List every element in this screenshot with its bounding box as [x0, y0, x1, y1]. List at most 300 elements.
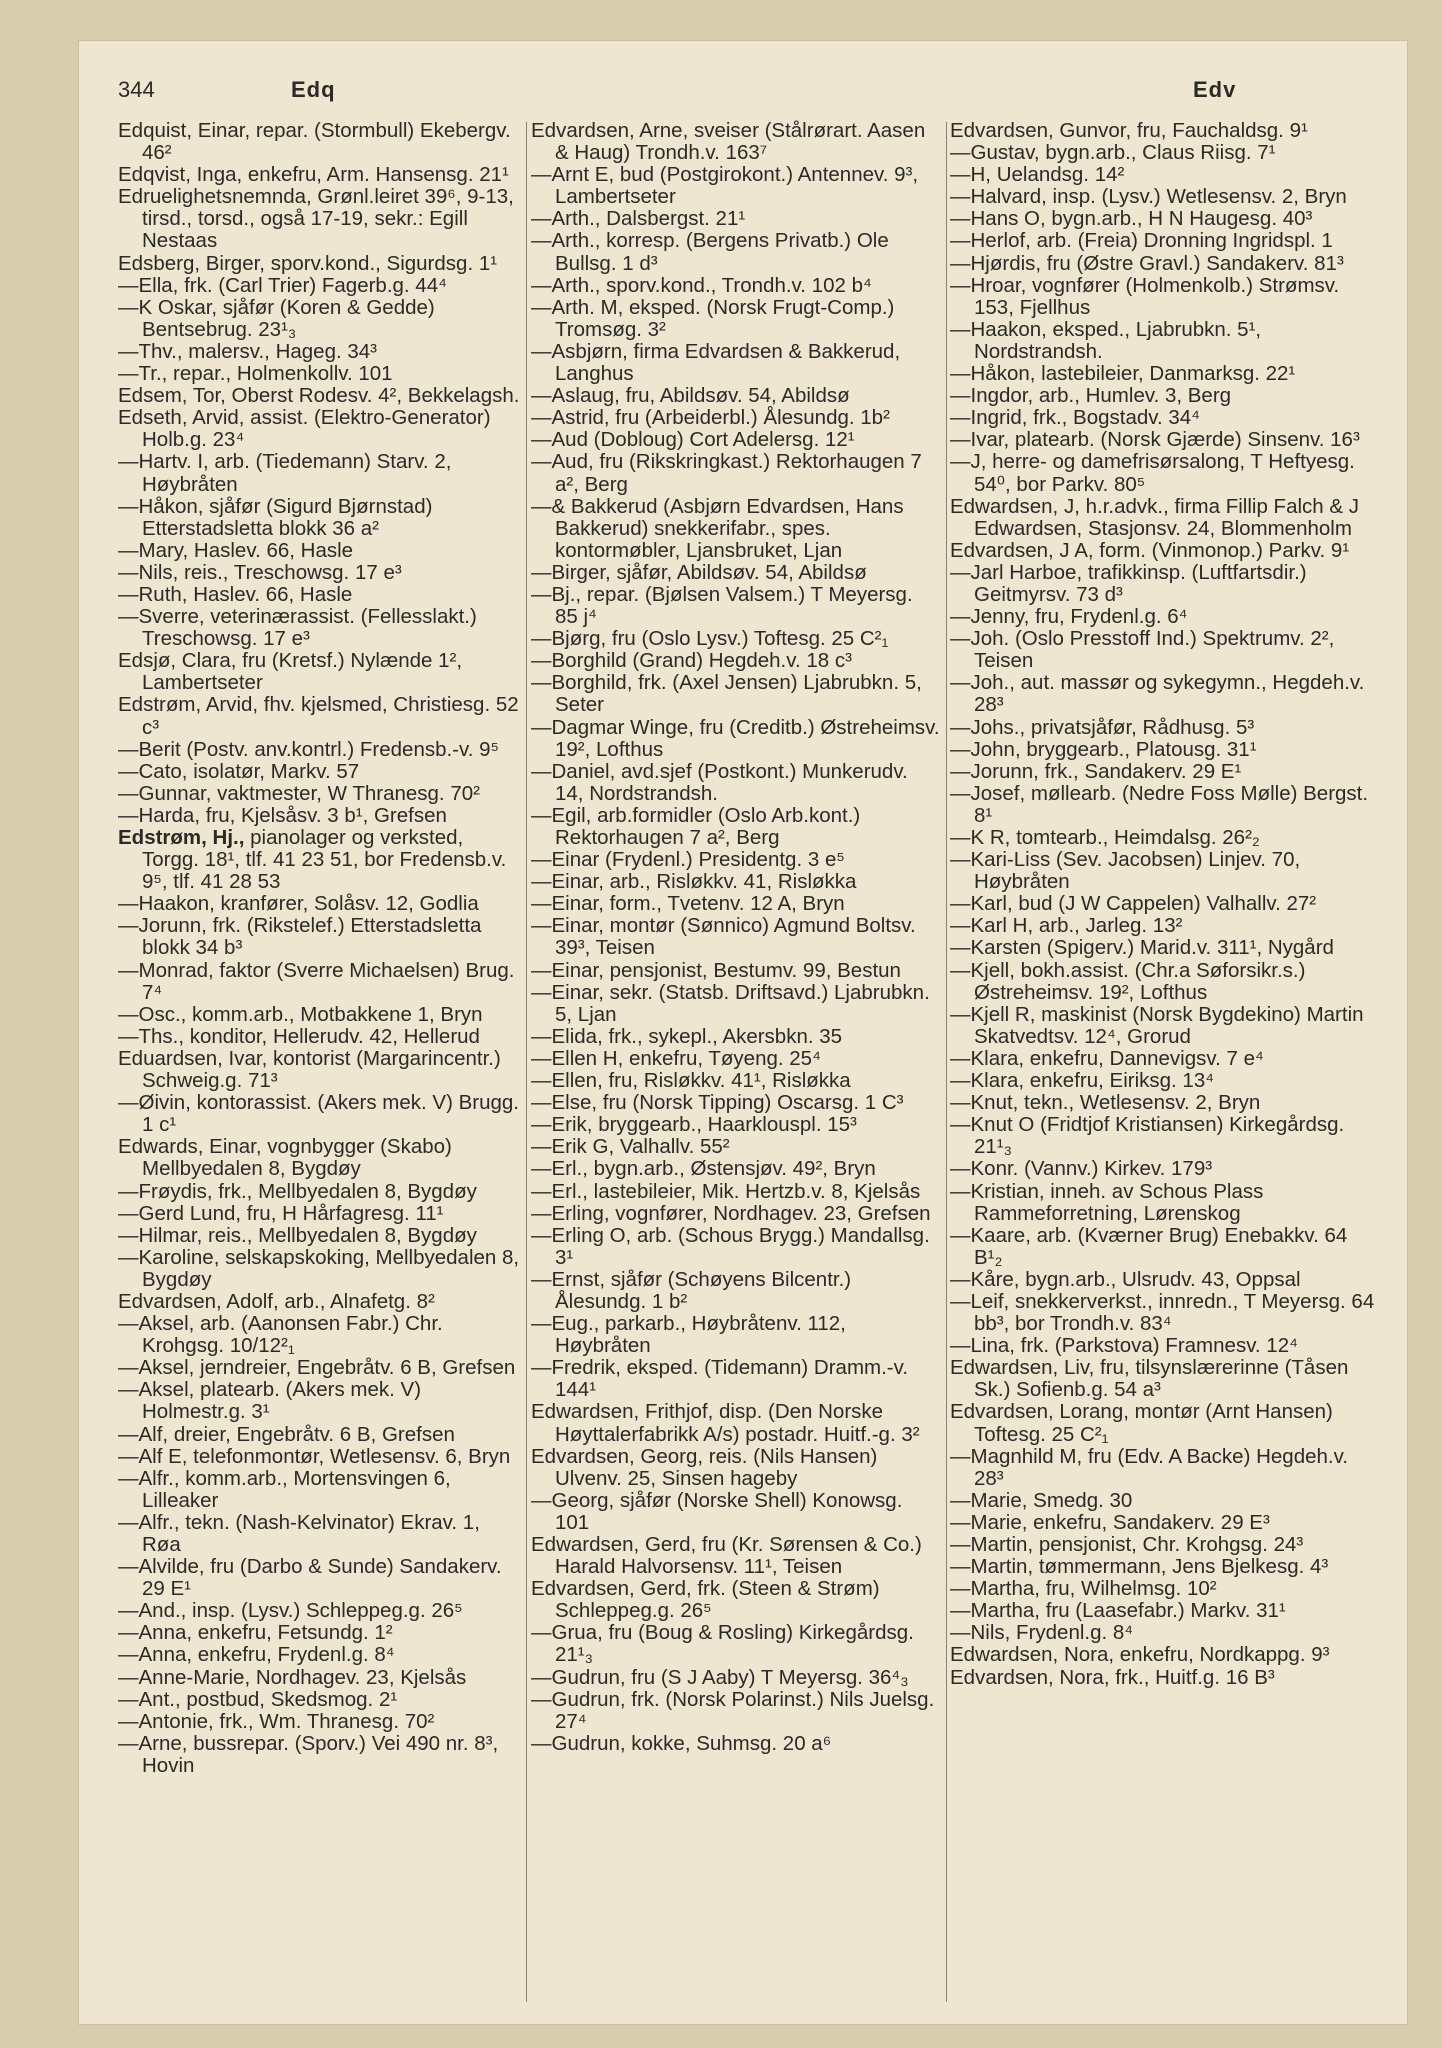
entry-text: —H, Uelandsg. 14²	[950, 163, 1125, 187]
entry-text: —Erl., lastebileier, Mik. Hertzb.v. 8, Kjelsås	[531, 1179, 921, 1203]
directory-entry	[950, 1622, 1380, 1644]
entry-text: —Thv., malersv., Hageg. 34³	[118, 339, 377, 363]
entry-text: Edsem, Tor, Oberst Rodesv. 4², Bekkelagsh.	[118, 384, 520, 408]
directory-entry	[950, 937, 1380, 959]
directory-entry	[531, 628, 941, 650]
entry-text: —Karsten (Spigerv.) Marid.v. 311¹, Nygård	[950, 936, 1334, 960]
entry-text: —Aksel, jerndreier, Engebråtv. 6 B, Grefsen	[118, 1356, 516, 1380]
entry-text: Edruelighetsnemnda, Grønl.leiret 39⁶, 9-13, tirsd., torsd., også 17-19, sekr.: Egill Nestaas	[118, 185, 514, 253]
directory-entry	[950, 739, 1380, 761]
entry-text: —Einar (Frydenl.) Presidentg. 3 e⁵	[531, 848, 845, 872]
entry-text: —Einar, montør (Sønnico) Agmund Boltsv. 39³, Teisen	[531, 914, 916, 960]
entry-text: —Hjørdis, fru (Østre Gravl.) Sandakerv. 81³	[950, 251, 1344, 275]
entry-text: —Alfr., komm.arb., Mortensvingen 6, Lilleaker	[118, 1466, 451, 1512]
entry-text: —Bj., repar. (Bjølsen Valsem.) T Meyersg. 85 j⁴	[531, 582, 913, 629]
entry-text: —Einar, arb., Risløkkv. 41, Risløkka	[531, 870, 857, 894]
entry-text: —Frøydis, frk., Mellbyedalen 8, Bygdøy	[118, 1179, 477, 1203]
directory-entry	[531, 120, 941, 164]
entry-text: —Joh. (Oslo Presstoff Ind.) Spektrumv. 2², Teisen	[950, 627, 1335, 673]
directory-entry	[531, 164, 941, 208]
entry-text: —Knut, tekn., Wetlesensv. 2, Bryn	[950, 1091, 1261, 1115]
entry-text: Edquist, Einar, repar. (Stormbull) Ekebergv. 46²	[118, 119, 511, 165]
entry-text: —Hartv. I, arb. (Tiedemann) Starv. 2, Høybråten	[118, 450, 452, 496]
entry-text: —Jenny, fru, Frydenl.g. 6⁴	[950, 605, 1188, 629]
entry-text: Edwardsen, Liv, fru, tilsynslærerinne (Tåsen Sk.) Sofienb.g. 54 a³	[950, 1356, 1349, 1402]
entry-text: —Elida, frk., sykepl., Akersbkn. 35	[531, 1024, 843, 1048]
directory-entry	[118, 451, 522, 495]
directory-entry	[118, 694, 522, 738]
directory-entry	[531, 761, 941, 805]
directory-entry	[118, 363, 522, 385]
entry-text: —Gudrun, frk. (Norsk Polarinst.) Nils Juelsg. 27⁴	[531, 1687, 935, 1733]
entry-text: —Johs., privatsjåfør, Rådhusg. 5³	[950, 715, 1255, 739]
entry-text: —Gunnar, vaktmester, W Thranesg. 70²	[118, 781, 480, 805]
entry-text: —Hans O, bygn.arb., H N Haugesg. 40³	[950, 207, 1313, 231]
directory-entry	[531, 1357, 941, 1401]
entry-text: —K R, tomtearb., Heimdalsg. 26²₂	[950, 826, 1260, 849]
entry-text: —Alf E, telefonmontør, Wetlesensv. 6, Bryn	[118, 1444, 511, 1468]
directory-entry	[118, 385, 522, 407]
directory-entry	[118, 1092, 522, 1136]
directory-entry	[531, 297, 941, 341]
directory-entry	[118, 1313, 522, 1357]
directory-entry	[531, 1026, 941, 1048]
directory-entry	[531, 562, 941, 584]
entry-text: —Haakon, eksped., Ljabrubkn. 5¹, Nordstrandsh.	[950, 317, 1262, 363]
entry-text: —Erik G, Valhallv. 55²	[531, 1135, 730, 1159]
entry-text: —Ellen H, enkefru, Tøyeng. 25⁴	[531, 1046, 821, 1070]
directory-entry	[118, 253, 522, 275]
entry-text: —Hroar, vognfører (Holmenkolb.) Strømsv. 153, Fjellhus	[950, 273, 1340, 319]
entry-text: —Mary, Haslev. 66, Hasle	[118, 538, 354, 562]
directory-entry	[118, 584, 522, 606]
directory-entry	[950, 540, 1380, 562]
entry-text: —Daniel, avd.sjef (Postkont.) Munkerudv. 14, Nordstrandsh.	[531, 759, 908, 805]
entry-text: —Øivin, kontorassist. (Akers mek. V) Brugg. 1 c¹	[118, 1091, 520, 1137]
directory-entry	[118, 650, 522, 694]
entry-text: —Haakon, kranfører, Solåsv. 12, Godlia	[118, 892, 479, 916]
entry-text: —Osc., komm.arb., Motbakkene 1, Bryn	[118, 1002, 483, 1026]
entry-text: —Nils, Frydenl.g. 8⁴	[950, 1621, 1134, 1645]
entry-text: —Sverre, veterinærassist. (Fellesslakt.) Treschowsg. 17 e³	[118, 605, 477, 651]
entry-text: —And., insp. (Lysv.) Schleppeg.g. 26⁵	[118, 1599, 463, 1623]
directory-entry	[950, 1092, 1380, 1114]
entry-text: —Erik, bryggearb., Haarklouspl. 15³	[531, 1113, 857, 1137]
entry-text: —Arth., sporv.kond., Trondh.v. 102 b⁴	[531, 273, 872, 297]
directory-entry	[531, 982, 941, 1026]
directory-entry	[950, 1357, 1380, 1401]
directory-entry	[950, 275, 1380, 319]
directory-entry	[118, 1644, 522, 1666]
entry-text: —Arth., korresp. (Bergens Privatb.) Ole Bullsg. 1 d³	[531, 229, 889, 275]
entry-text: —Borghild (Grand) Hegdeh.v. 18 c³	[531, 649, 852, 673]
directory-entry	[531, 451, 941, 495]
directory-entry	[531, 1203, 941, 1225]
directory-entry	[950, 385, 1380, 407]
entry-text: —Erling, vognfører, Nordhagev. 23, Grefsen	[531, 1201, 931, 1225]
entry-text: —Fredrik, eksped. (Tidemann) Dramm.-v. 144¹	[531, 1356, 909, 1402]
entry-text: —Ella, frk. (Carl Trier) Fagerb.g. 44⁴	[118, 273, 447, 297]
entry-text: —Arth., Dalsbergst. 21¹	[531, 207, 746, 231]
directory-entry	[531, 1534, 941, 1578]
entry-text: —Magnhild M, fru (Edv. A Backe) Hegdeh.v. 28³	[950, 1444, 1349, 1490]
column-divider-1	[526, 122, 527, 2002]
directory-entry	[950, 1578, 1380, 1600]
entry-text: —Anne-Marie, Nordhagev. 23, Kjelsås	[118, 1665, 467, 1689]
directory-entry	[950, 893, 1380, 915]
directory-entry	[118, 783, 522, 805]
directory-page	[78, 40, 1408, 2025]
directory-entry	[118, 1512, 522, 1556]
directory-entry	[950, 960, 1380, 1004]
entry-text: —Egil, arb.formidler (Oslo Arb.kont.) Rektorhaugen 7 a², Berg	[531, 803, 861, 849]
entry-text: —Kaare, arb. (Kværner Brug) Enebakkv. 64 B¹₂	[950, 1223, 1348, 1269]
entry-text: —Ingdor, arb., Humlev. 3, Berg	[950, 384, 1232, 408]
directory-entry	[118, 1600, 522, 1622]
entry-text: —Kåre, bygn.arb., Ulsrudv. 43, Oppsal	[950, 1267, 1301, 1291]
entry-text: —Dagmar Winge, fru (Creditb.) Østreheimsv. 19², Lofthus	[531, 715, 940, 761]
entry-text: —Astrid, fru (Arbeiderbl.) Ålesundg. 1b²	[531, 406, 890, 430]
directory-entry	[118, 761, 522, 783]
directory-entry	[950, 1158, 1380, 1180]
directory-entry	[118, 275, 522, 297]
directory-column-3	[950, 120, 1380, 1689]
entry-text: —Harda, fru, Kjelsåsv. 3 b¹, Grefsen	[118, 803, 447, 827]
directory-entry	[950, 783, 1380, 827]
entry-text: —Martin, pensjonist, Chr. Krohgsg. 24³	[950, 1533, 1304, 1556]
entry-text: —John, bryggearb., Platousg. 31¹	[950, 737, 1257, 761]
entry-text: —Jorunn, frk. (Rikstelef.) Etterstadsletta blokk 34 b³	[118, 914, 482, 960]
directory-entry	[950, 1291, 1380, 1335]
directory-entry	[531, 672, 941, 716]
entry-text: —Martha, fru (Laasefabr.) Markv. 31¹	[950, 1599, 1286, 1623]
entry-text: —Marie, Smedg. 30	[950, 1488, 1133, 1512]
entry-text: Edvardsen, Gunvor, fru, Fauchaldsg. 9¹	[950, 119, 1308, 142]
entry-text: Edwardsen, Gerd, fru (Kr. Sørensen & Co.) Harald Halvorsensv. 11¹, Teisen	[531, 1533, 922, 1579]
directory-entry	[118, 1711, 522, 1733]
directory-entry	[531, 584, 941, 628]
directory-entry	[531, 960, 941, 982]
directory-entry	[531, 208, 941, 230]
directory-entry	[118, 1203, 522, 1225]
entry-text: Edstrøm, Arvid, fhv. kjelsmed, Christiesg. 52 c³	[118, 693, 519, 739]
directory-entry	[950, 915, 1380, 937]
directory-entry	[950, 1225, 1380, 1269]
directory-entry	[118, 1291, 522, 1313]
directory-entry	[531, 1667, 941, 1689]
entry-text: —Gerd Lund, fru, H Hårfagresg. 11¹	[118, 1201, 444, 1225]
directory-entry	[950, 319, 1380, 363]
directory-entry	[118, 960, 522, 1004]
entry-text: —Marie, enkefru, Sandakerv. 29 E³	[950, 1510, 1270, 1534]
directory-entry	[118, 540, 522, 562]
directory-entry	[531, 275, 941, 297]
directory-entry	[950, 606, 1380, 628]
entry-text: —Ernst, sjåfør (Schøyens Bilcentr.) Ålesundg. 1 b²	[531, 1267, 852, 1313]
entry-text: —Hilmar, reis., Mellbyedalen 8, Bygdøy	[118, 1223, 477, 1247]
entry-text: Edvardsen, Adolf, arb., Alnafetg. 8²	[118, 1289, 435, 1313]
entry-text: —Georg, sjåfør (Norske Shell) Konowsg. 101	[531, 1488, 903, 1534]
directory-entry	[531, 407, 941, 429]
entry-text: —Einar, sekr. (Statsb. Driftsavd.) Ljabrubkn. 5, Ljan	[531, 980, 930, 1026]
entry-text: —Herlof, arb. (Freia) Dronning Ingridspl. 1	[950, 229, 1333, 253]
entry-text: —Kjell, bokh.assist. (Chr.a Søforsikr.s.) Østreheimsv. 19², Lofthus	[950, 958, 1306, 1004]
directory-entry	[950, 164, 1380, 186]
entry-text: —Klara, enkefru, Eiriksg. 13⁴	[950, 1069, 1215, 1093]
entry-text: Edwardsen, Frithjof, disp. (Den Norske Høyttalerfabrikk A/s) postadr. Huitf.-g. 3²	[531, 1400, 920, 1446]
directory-entry	[950, 496, 1380, 540]
entry-text: Eduardsen, Ivar, kontorist (Margarincentr.) Schweig.g. 71³	[118, 1046, 501, 1093]
directory-entry	[118, 606, 522, 650]
entry-text: —Birger, sjåfør, Abildsøv. 54, Abildsø	[531, 560, 867, 584]
entry-text: —Nils, reis., Treschowsg. 17 e³	[118, 560, 402, 584]
right-guide-word: Edv	[1193, 77, 1237, 102]
directory-entry	[531, 1269, 941, 1313]
directory-entry	[531, 849, 941, 871]
directory-entry	[531, 650, 941, 672]
directory-entry	[950, 1048, 1380, 1070]
entry-text: —Aud, fru (Rikskringkast.) Rektorhaugen 7 a², Berg	[531, 450, 922, 496]
entry-text: Edwardsen, J, h.r.advk., firma Fillip Falch & J Edwardsen, Stasjonsv. 24, Blommenholm	[950, 494, 1359, 540]
directory-entry	[531, 1225, 941, 1269]
entry-text: —Gudrun, fru (S J Aaby) T Meyersg. 36⁴₃	[531, 1665, 909, 1689]
directory-entry	[950, 1512, 1380, 1534]
directory-entry	[118, 407, 522, 451]
entry-text: —Aksel, platearb. (Akers mek. V) Holmestr.g. 3¹	[118, 1378, 422, 1424]
directory-entry	[531, 1070, 941, 1092]
directory-entry	[531, 871, 941, 893]
directory-entry	[531, 1490, 941, 1534]
entry-text: —Cato, isolatør, Markv. 57	[118, 759, 360, 783]
directory-entry	[118, 297, 522, 341]
entry-text: —Erling O, arb. (Schous Brygg.) Mandallsg. 3¹	[531, 1223, 930, 1269]
entry-text: —Else, fru (Norsk Tipping) Oscarsg. 1 C³	[531, 1091, 904, 1115]
entry-text: —Martha, fru, Wilhelmsg. 10²	[950, 1577, 1217, 1601]
directory-entry	[118, 1136, 522, 1180]
directory-entry	[950, 1667, 1380, 1689]
directory-entry	[531, 1578, 941, 1622]
directory-entry	[531, 1733, 941, 1755]
directory-entry	[950, 1335, 1380, 1357]
directory-entry	[950, 1401, 1380, 1445]
entry-text: —Konr. (Vannv.) Kirkev. 179³	[950, 1157, 1213, 1181]
entry-text: —Kari-Liss (Sev. Jacobsen) Linjev. 70, Høybråten	[950, 848, 1301, 894]
directory-entry	[531, 1622, 941, 1666]
directory-entry	[531, 1313, 941, 1357]
entry-text: Edvardsen, Georg, reis. (Nils Hansen) Ulvenv. 25, Sinsen hageby	[531, 1444, 878, 1490]
directory-entry	[950, 1004, 1380, 1048]
entry-text: —Monrad, faktor (Sverre Michaelsen) Brug. 7⁴	[118, 958, 515, 1004]
directory-entry	[118, 1026, 522, 1048]
entry-text: —Leif, snekkerverkst., innredn., T Meyersg. 64 bb³, bor Trondh.v. 83⁴	[950, 1289, 1375, 1336]
entry-text: Edvardsen, Gerd, frk. (Steen & Strøm) Schleppeg.g. 26⁵	[531, 1577, 880, 1623]
directory-entry	[531, 496, 941, 562]
directory-entry	[950, 628, 1380, 672]
directory-entry	[118, 164, 522, 186]
entry-text: —Alvilde, fru (Darbo & Sunde) Sandakerv. 29 E¹	[118, 1555, 502, 1601]
directory-entry	[531, 1136, 941, 1158]
entry-text: —Aksel, arb. (Aanonsen Fabr.) Chr. Krohgsg. 10/12²₁	[118, 1312, 443, 1358]
entry-text: —Jarl Harboe, trafikkinsp. (Luftfartsdir.) Geitmyrsv. 73 d³	[950, 560, 1307, 606]
directory-entry	[531, 1092, 941, 1114]
entry-text: Edvardsen, Arne, sveiser (Stålrørart. Aasen & Haug) Trondh.v. 163⁷	[531, 119, 926, 165]
entry-text: —Josef, møllearb. (Nedre Foss Mølle) Bergst. 8¹	[950, 781, 1369, 827]
entry-text: —& Bakkerud (Asbjørn Edvardsen, Hans Bakkerud) snekkerifabr., spes. kontormøbler, Ljansbruket, Ljan	[531, 494, 904, 562]
entry-text: —Karl, bud (J W Cappelen) Valhallv. 27²	[950, 892, 1317, 916]
directory-entry	[118, 120, 522, 164]
entry-text: —Halvard, insp. (Lysv.) Wetlesensv. 2, Bryn	[950, 185, 1347, 209]
entry-text: —J, herre- og damefrisørsalong, T Heftyesg. 54⁰, bor Parkv. 80⁵	[950, 450, 1355, 496]
directory-entry	[118, 186, 522, 252]
directory-entry	[950, 1490, 1380, 1512]
directory-entry	[531, 915, 941, 959]
directory-entry	[118, 805, 522, 827]
directory-entry	[950, 208, 1380, 230]
entry-text: —Lina, frk. (Parkstova) Framnesv. 12⁴	[950, 1334, 1298, 1358]
entry-text: —K Oskar, sjåfør (Koren & Gedde) Bentsebrug. 23¹₃	[118, 295, 435, 341]
directory-entry	[950, 407, 1380, 429]
directory-entry	[950, 1181, 1380, 1225]
entry-text: —Alfr., tekn. (Nash-Kelvinator) Ekrav. 1, Røa	[118, 1510, 480, 1556]
directory-entry	[531, 1114, 941, 1136]
directory-entry	[950, 363, 1380, 385]
directory-entry	[950, 451, 1380, 495]
directory-entry	[950, 142, 1380, 164]
entry-text: —Aslaug, fru, Abildsøv. 54, Abildsø	[531, 384, 850, 408]
directory-entry	[531, 385, 941, 407]
entry-text: —Karoline, selskapskoking, Mellbyedalen 8, Bygdøy	[118, 1245, 520, 1291]
directory-entry	[950, 849, 1380, 893]
directory-entry	[531, 341, 941, 385]
entry-text: —Ingrid, frk., Bogstadv. 34⁴	[950, 406, 1200, 430]
entry-text: —Eug., parkarb., Høybråtenv. 112, Høybråten	[531, 1312, 846, 1358]
entry-text: —Anna, enkefru, Fetsundg. 1²	[118, 1621, 393, 1645]
directory-entry	[118, 1446, 522, 1468]
directory-entry	[118, 915, 522, 959]
directory-entry	[531, 1048, 941, 1070]
entry-text: Edwardsen, Nora, enkefru, Nordkappg. 9³	[950, 1643, 1330, 1667]
entry-text: —Kristian, inneh. av Schous Plass Rammeforretning, Lørenskog	[950, 1179, 1264, 1225]
entry-text: pianolager og verksted, Torgg. 18¹, tlf. 41 23 51, bor Fredensb.v. 9⁵, tlf. 41 28 53	[142, 826, 507, 894]
directory-entry	[118, 827, 522, 893]
entry-text: —Joh., aut. massør og sykegymn., Hegdeh.v. 28³	[950, 671, 1365, 717]
directory-entry	[118, 1622, 522, 1644]
entry-text: —Arne, bussrepar. (Sporv.) Vei 490 nr. 8³, Hovin	[118, 1731, 499, 1777]
directory-entry	[950, 230, 1380, 252]
entry-text: —Ellen, fru, Risløkkv. 41¹, Risløkka	[531, 1069, 851, 1093]
entry-text: —Klara, enkefru, Dannevigsv. 7 e⁴	[950, 1046, 1264, 1070]
entry-text: —Gudrun, kokke, Suhmsg. 20 a⁶	[531, 1731, 832, 1755]
entry-text: Edsberg, Birger, sporv.kond., Sigurdsg. 1¹	[118, 251, 498, 275]
entry-text: Edseth, Arvid, assist. (Elektro-Generator) Holb.g. 23⁴	[118, 406, 491, 452]
entry-text: Edqvist, Inga, enkefru, Arm. Hansensg. 21¹	[118, 163, 509, 187]
entry-text: Edvardsen, Nora, frk., Huitf.g. 16 B³	[950, 1665, 1275, 1689]
directory-entry	[950, 827, 1380, 849]
entry-text: —Håkon, sjåfør (Sigurd Bjørnstad) Etterstadsletta blokk 36 a²	[118, 494, 433, 540]
directory-entry	[531, 805, 941, 849]
entry-text: —Arnt E, bud (Postgirokont.) Antennev. 9³, Lambertseter	[531, 163, 919, 209]
directory-entry	[118, 1247, 522, 1291]
directory-entry	[531, 1689, 941, 1733]
directory-entry	[118, 1424, 522, 1446]
directory-entry	[950, 672, 1380, 716]
entry-text: —Alf, dreier, Engebråtv. 6 B, Grefsen	[118, 1422, 455, 1446]
entry-text: —Tr., repar., Holmenkollv. 101	[118, 362, 393, 386]
entry-text: —Arth. M, eksped. (Norsk Frugt-Comp.) Tromsøg. 3²	[531, 295, 895, 341]
directory-entry	[950, 761, 1380, 783]
directory-entry	[531, 893, 941, 915]
directory-entry	[118, 893, 522, 915]
directory-entry	[118, 1379, 522, 1423]
directory-entry	[118, 562, 522, 584]
entry-text: Edvardsen, Lorang, montør (Arnt Hansen) Toftesg. 25 C²₁	[950, 1400, 1333, 1446]
column-divider-2	[946, 122, 947, 2002]
entry-text: —Ths., konditor, Hellerudv. 42, Hellerud	[118, 1024, 480, 1048]
entry-text: —Martin, tømmermann, Jens Bjelkesg. 4³	[950, 1555, 1329, 1579]
directory-entry	[118, 1667, 522, 1689]
directory-entry	[950, 562, 1380, 606]
entry-text: —Knut O (Fridtjof Kristiansen) Kirkegårdsg. 21¹₃	[950, 1113, 1345, 1159]
directory-entry	[531, 1446, 941, 1490]
entry-text: —Antonie, frk., Wm. Thranesg. 70²	[118, 1709, 435, 1733]
directory-entry	[531, 1158, 941, 1180]
directory-entry	[531, 1181, 941, 1203]
directory-entry	[531, 1401, 941, 1445]
directory-entry	[118, 1181, 522, 1203]
directory-entry	[950, 1269, 1380, 1291]
entry-text: —Berit (Postv. anv.kontrl.) Fredensb.-v. 9⁵	[118, 737, 500, 761]
directory-entry	[531, 717, 941, 761]
directory-entry	[950, 120, 1380, 142]
directory-entry	[950, 186, 1380, 208]
entry-text: —Ruth, Haslev. 66, Hasle	[118, 582, 353, 606]
directory-column-2	[531, 120, 941, 1755]
entry-text: —Ivar, platearb. (Norsk Gjærde) Sinsenv. 16³	[950, 428, 1360, 452]
directory-entry	[118, 1004, 522, 1026]
directory-entry	[950, 1534, 1380, 1556]
entry-text: —Anna, enkefru, Frydenl.g. 8⁴	[118, 1643, 395, 1667]
directory-entry	[118, 739, 522, 761]
directory-entry	[118, 1733, 522, 1777]
entry-text: —Einar, form., Tvetenv. 12 A, Bryn	[531, 892, 845, 916]
directory-entry	[950, 1600, 1380, 1622]
entry-text: —Kjell R, maskinist (Norsk Bygdekino) Martin Skatvedtsv. 12⁴, Grorud	[950, 1002, 1364, 1048]
entry-text: —Bjørg, fru (Oslo Lysv.) Toftesg. 25 C²₁	[531, 627, 889, 651]
directory-entry	[950, 253, 1380, 275]
directory-entry	[950, 717, 1380, 739]
directory-entry	[950, 1556, 1380, 1578]
directory-entry	[531, 429, 941, 451]
entry-text: —Aud (Dobloug) Cort Adelersg. 12¹	[531, 428, 855, 452]
directory-entry	[118, 1468, 522, 1512]
page-header	[118, 77, 1384, 117]
entry-text: —Karl H, arb., Jarleg. 13²	[950, 914, 1183, 938]
directory-column-1	[118, 120, 522, 1777]
directory-entry	[118, 1357, 522, 1379]
entry-text: —Borghild, frk. (Axel Jensen) Ljabrubkn. 5, Seter	[531, 671, 922, 717]
entry-text: —Einar, pensjonist, Bestumv. 99, Bestun	[531, 958, 901, 982]
entry-text: —Asbjørn, firma Edvardsen & Bakkerud, Langhus	[531, 339, 901, 386]
directory-entry	[118, 341, 522, 363]
entry-name-bold: Edstrøm, Hj.,	[118, 826, 245, 849]
directory-entry	[950, 1114, 1380, 1158]
directory-entry	[118, 1225, 522, 1247]
directory-entry	[950, 1446, 1380, 1490]
directory-entry	[118, 1556, 522, 1600]
entry-text: —Gustav, bygn.arb., Claus Riisg. 7¹	[950, 141, 1276, 165]
directory-entry	[118, 1689, 522, 1711]
directory-entry	[531, 230, 941, 274]
